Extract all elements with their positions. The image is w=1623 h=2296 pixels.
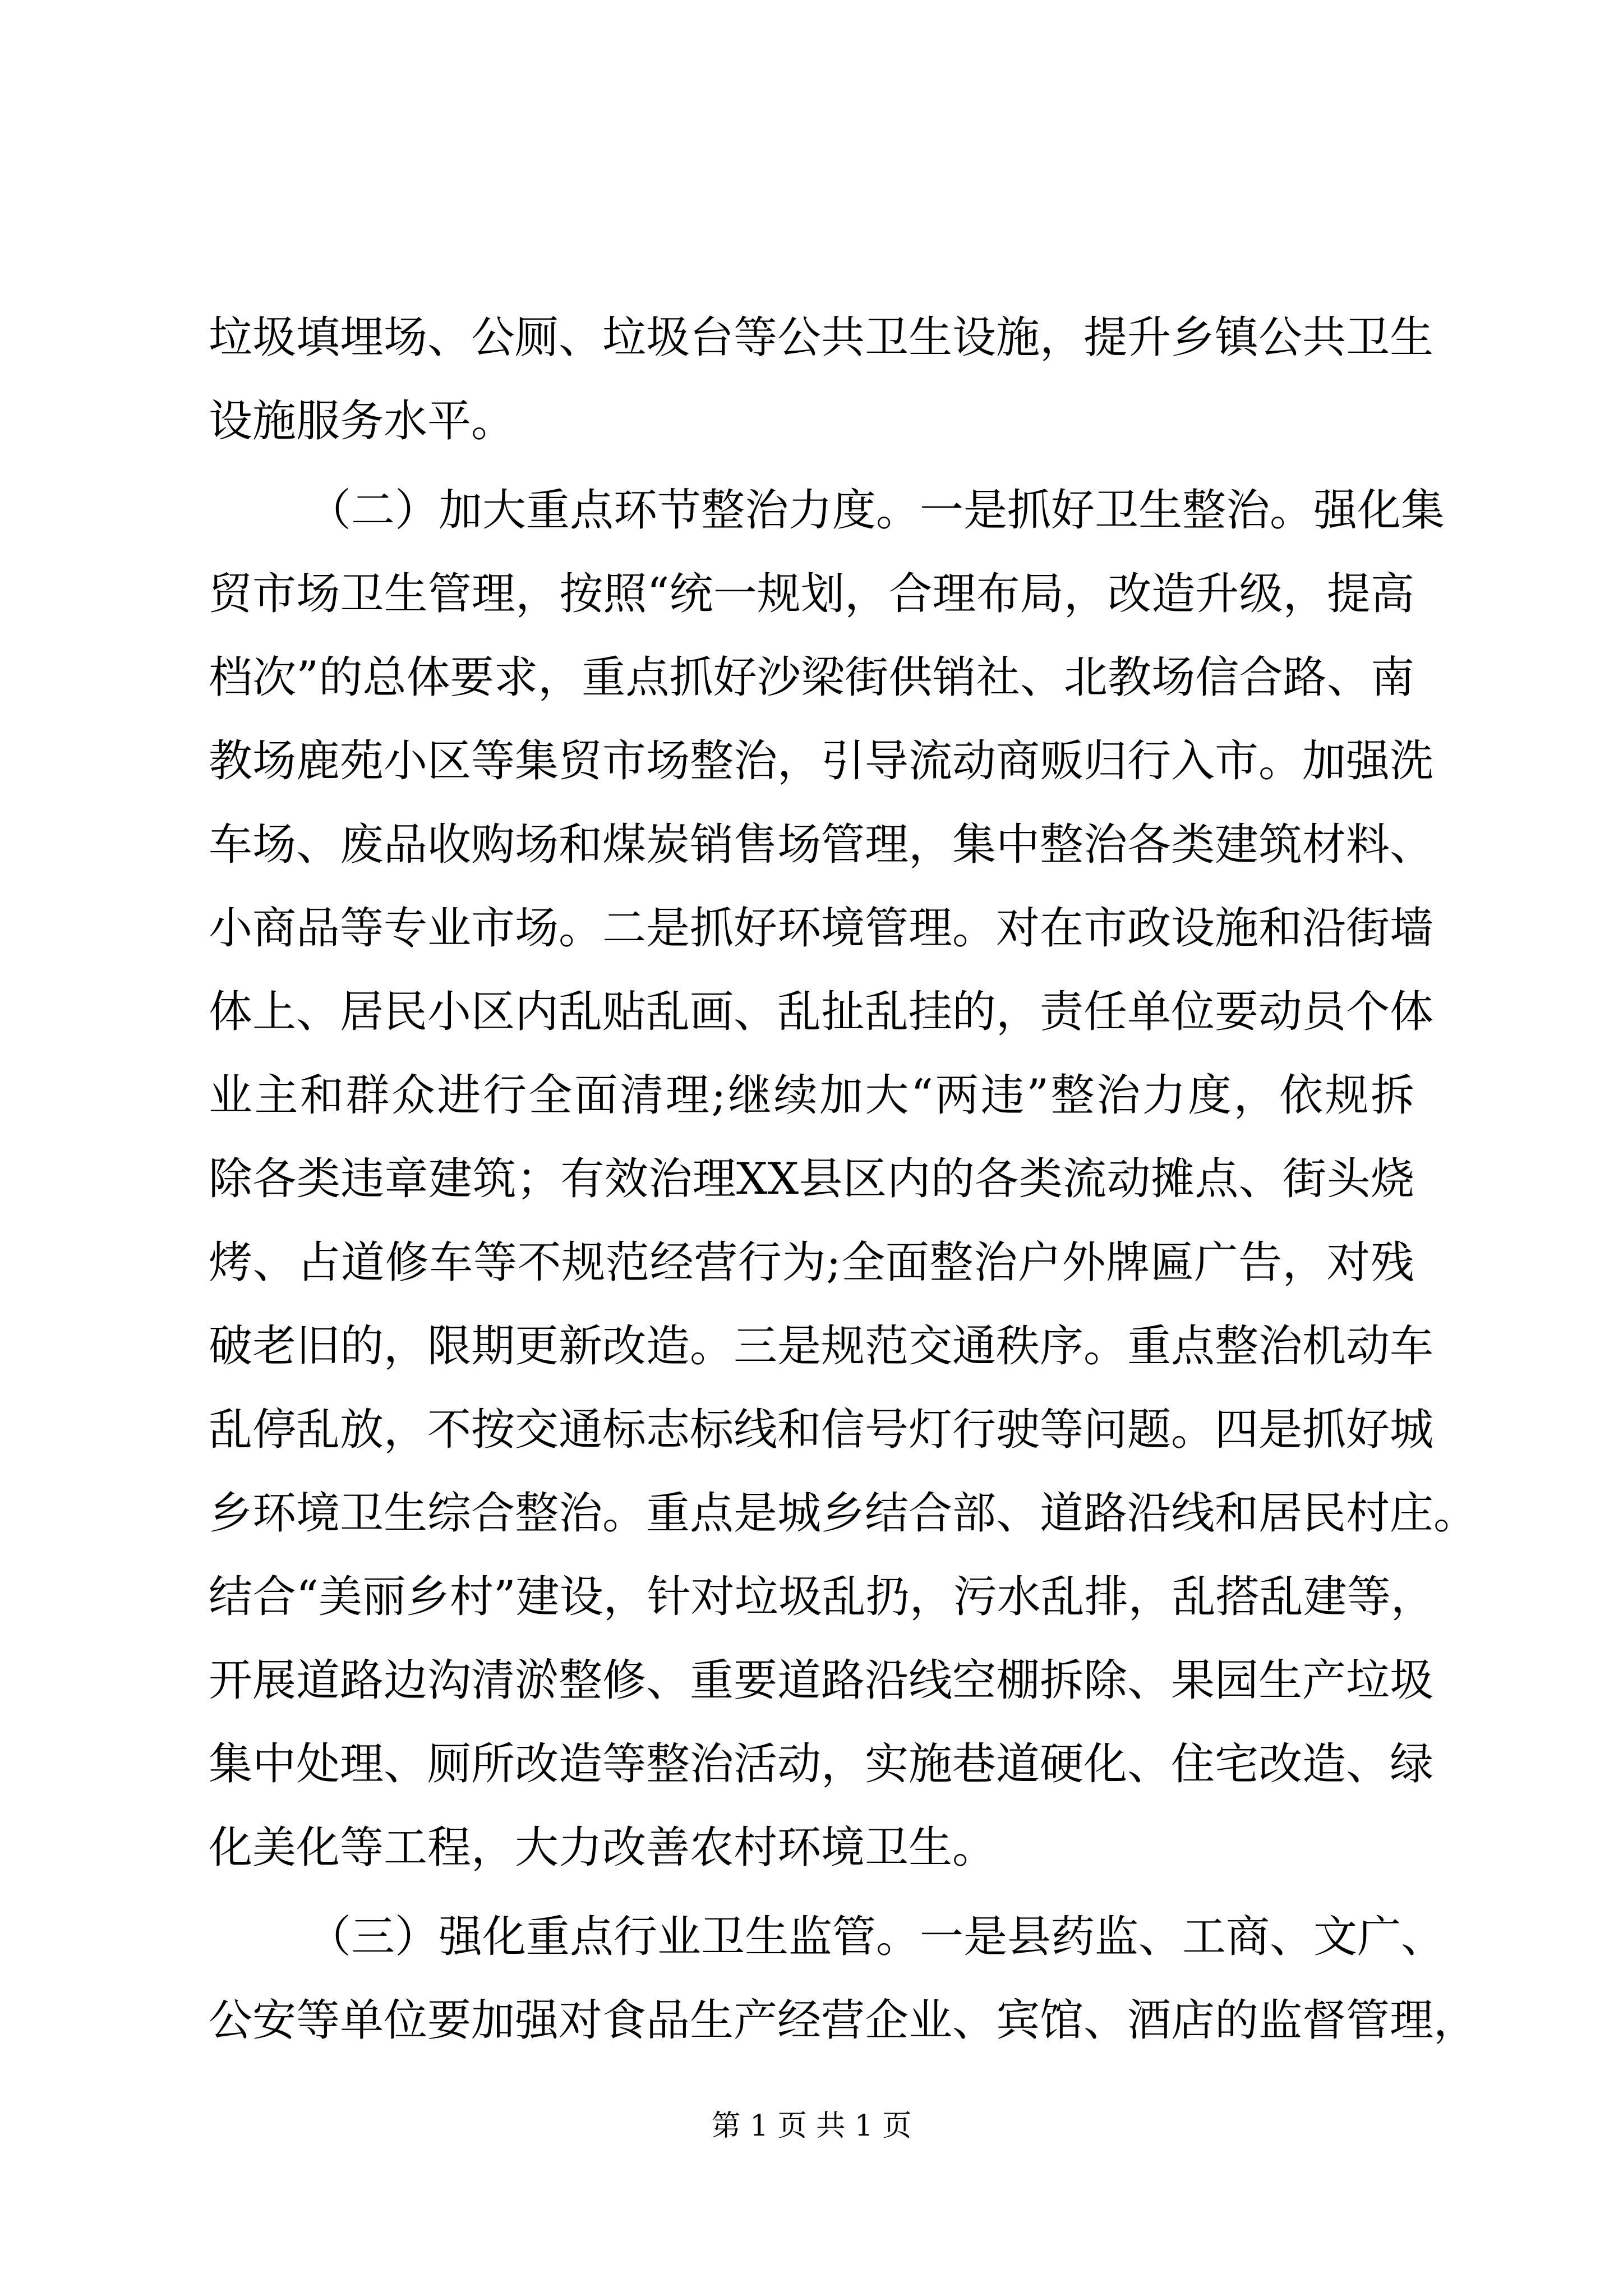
text-line: 开展道路边沟清淤整修、重要道路沿线空棚拆除、果园生产垃圾 bbox=[209, 1655, 1434, 1706]
document-body bbox=[209, 296, 1478, 2063]
text-line: 乡环境卫生综合整治。重点是城乡结合部、道路沿线和居民村庄。 bbox=[209, 1488, 1478, 1539]
text-line: （三）强化重点行业卫生监管。一是县药监、工商、文广、 bbox=[307, 1912, 1445, 1962]
text-line: 乱停乱放，不按交通标志标线和信号灯行驶等问题。四是抓好城 bbox=[209, 1405, 1434, 1455]
text-line: 教场鹿苑小区等集贸市场整治，引导流动商贩归行入市。加强洗 bbox=[209, 736, 1434, 786]
paragraph-gap bbox=[209, 463, 1414, 469]
text-line: 破老旧的，限期更新改造。三是规范交通秩序。重点整治机动车 bbox=[209, 1321, 1434, 1372]
paragraph-gap bbox=[209, 1890, 1414, 1895]
text-line: 烤、占道修车等不规范经营行为;全面整治户外牌匾广告，对残 bbox=[209, 1237, 1414, 1288]
text-line: 公安等单位要加强对食品生产经营企业、宾馆、酒店的监督管理， bbox=[209, 1995, 1478, 2046]
text-line: 档次”的总体要求，重点抓好沙梁街供销社、北教场信合路、南 bbox=[209, 652, 1414, 703]
page-footer: 第 1 页 共 1 页 bbox=[711, 2109, 912, 2143]
text-line: 结合“美丽乡村”建设，针对垃圾乱扔，污水乱排，乱搭乱建等， bbox=[209, 1572, 1435, 1622]
text-line: 垃圾填埋场、公厕、垃圾台等公共卫生设施，提升乡镇公共卫生 bbox=[209, 312, 1434, 363]
text-line: 除各类违章建筑；有效治理XX县区内的各类流动摊点、街头烧 bbox=[209, 1154, 1414, 1204]
text-line: 小商品等专业市场。二是抓好环境管理。对在市政设施和沿街墙 bbox=[209, 903, 1434, 954]
text-line: 设施服务水平。 bbox=[209, 396, 515, 447]
text-line: 集中处理、厕所改造等整治活动，实施巷道硬化、住宅改造、绿 bbox=[209, 1739, 1434, 1789]
text-line: 业主和群众进行全面清理;继续加大“两违”整治力度，依规拆 bbox=[209, 1070, 1414, 1121]
text-line: 体上、居民小区内乱贴乱画、乱扯乱挂的，责任单位要动员个体 bbox=[209, 987, 1434, 1037]
text-line: 车场、废品收购场和煤炭销售场管理，集中整治各类建筑材料、 bbox=[209, 820, 1434, 870]
text-line: 化美化等工程，大力改善农村环境卫生。 bbox=[209, 1823, 997, 1873]
text-line: （二）加大重点环节整治力度。一是抓好卫生整治。强化集 bbox=[307, 485, 1445, 536]
text-line: 贸市场卫生管理，按照“统一规划，合理布局，改造升级，提高 bbox=[209, 569, 1414, 619]
